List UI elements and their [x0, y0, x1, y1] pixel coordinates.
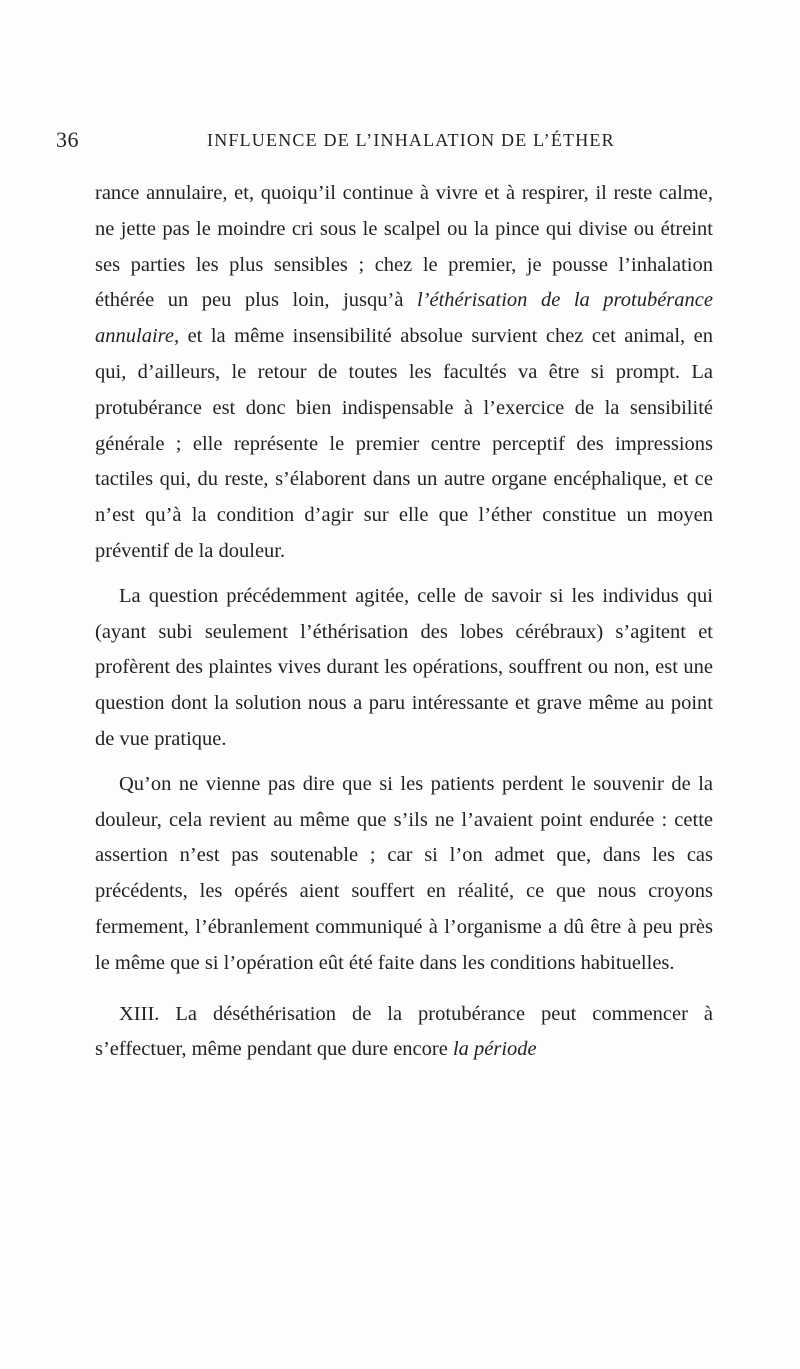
- paragraph: Qu’on ne vienne pas dire que si les patients perdent le souvenir de la douleur, cela revient au même que s’ils ne l’avaient point endurée : cette assertion n’est pas soutenable ; car si l’on admet que, dans les cas précédents, les opérés aient souffert en réalité, ce que nous croyons fermement, l’ébranlement communiqué à l’organisme a dû être à peu près le même que si l’opération eût été faite dans les conditions habituelles.: [95, 772, 713, 974]
- page-header: [0, 127, 800, 157]
- paragraph-gap: [95, 570, 713, 579]
- paragraph: [95, 176, 713, 570]
- italic-text: la période: [452, 1038, 537, 1061]
- running-title: INFLUENCE DE L’INHALATION DE L’ÉTHER: [207, 130, 615, 150]
- paragraph-gap: [95, 758, 713, 767]
- paragraph: La question précédemment agitée, celle de savoir si les individus qui (ayant subi seulement l’éthérisation des lobes cérébraux) s’agitent et profèrent des plaintes vives durant les opérations, souffrent ou non, est une question dont la solution nous a paru intéressante et grave même au point de vue pratique.: [95, 584, 713, 750]
- italic-text: l’éthérisation de la protubérance annulaire: [95, 289, 713, 348]
- paragraph-text: rance annulaire, et, quoiqu’il continue à vivre et à respirer, il reste calme, ne jette pas le moindre cri sous le scalpel ou la pince qui divise ou étreint ses parties les plus sensibles ; chez le premier, je pousse l’inhalation éthérée un peu plus loin, jusqu’à: [95, 182, 713, 312]
- paragraph-text: , et la même insensibilité absolue survient chez cet animal, en qui, d’ailleurs, le retour de toutes les facultés va être si prompt. La protubérance est donc bien indispensable à l’exercice de la sensibilité générale ; elle représente le premier centre perceptif des impressions tactiles qui, du reste, s’élaborent dans un autre organe encéphalique, et ce n’est qu’à la condition d’agir sur elle que l’éther constitue un moyen préventif de la douleur.: [95, 325, 713, 562]
- section-gap: [95, 982, 713, 997]
- section-paragraph: [95, 997, 713, 1069]
- body-text: [95, 176, 713, 1068]
- page-number: 36: [56, 127, 79, 152]
- paragraph-text: XIII. La déséthérisation de la protubérance peut commencer à s’effectuer, même pendant que dure encore: [95, 1002, 713, 1061]
